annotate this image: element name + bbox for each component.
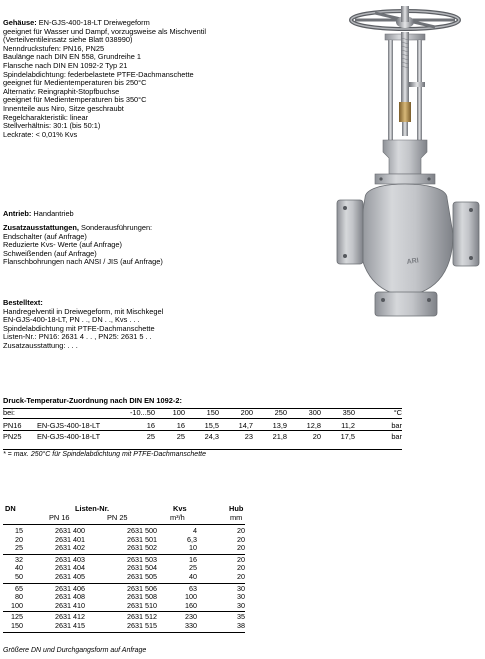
antrieb-value: Handantrieb (31, 209, 74, 218)
table-cell: EN-GJS-400-18-LT (37, 420, 101, 430)
bestelltext-block (3, 299, 163, 351)
gehaeuse-label: Gehäuse: (3, 18, 37, 27)
table-cell: 20 (237, 543, 245, 553)
zusatz-line: Schweißenden (auf Anfrage) (3, 248, 97, 258)
table-cell: 25 (146, 432, 155, 442)
zusatz-line: Flanschbohrungen nach ANSI / JIS (auf Anfrage) (3, 257, 163, 267)
dn-group-divider (3, 554, 245, 555)
gehaeuse-line: Alternativ: Reingraphit-Stopfbuchse (3, 86, 120, 96)
table-cell: 2631 415 (55, 620, 85, 630)
dn-divider-bottom (3, 632, 245, 633)
table-cell: 13,9 (272, 420, 287, 430)
table-cell: 2631 408 (55, 592, 85, 602)
antrieb-line (3, 210, 74, 219)
gehaeuse-block (3, 19, 338, 139)
table-cell: 2631 404 (55, 563, 85, 573)
table-cell: 2631 403 (55, 554, 85, 564)
pt-header-row (3, 409, 402, 418)
pt-header-cell: bei: (3, 408, 15, 417)
gehaeuse-line: Spindelabdichtung: federbelastete PTFE-Dachmanschette (3, 69, 194, 79)
table-cell: 2631 512 (127, 612, 157, 622)
pt-header-cell (37, 409, 123, 418)
table-cell: 20 (312, 432, 321, 442)
pt-header-cell: 300 (308, 408, 321, 417)
dn-group (3, 527, 245, 553)
dn-footnote: Größere DN und Durchgangsform auf Anfrage (3, 647, 147, 654)
table-cell: 17,5 (340, 432, 355, 442)
table-row (3, 556, 245, 565)
table-cell: PN25 (3, 432, 22, 442)
hub-unit: mm (230, 513, 243, 522)
table-cell: 100 (185, 592, 197, 602)
table-cell: 63 (189, 583, 197, 593)
table-cell: 50 (15, 571, 23, 581)
pt-header-cell: -10...50 (129, 408, 155, 417)
table-row (3, 527, 245, 536)
table-cell: 20 (237, 534, 245, 544)
table-cell: 230 (185, 612, 197, 622)
zusatz-line: Reduzierte Kvs- Werte (auf Anfrage) (3, 240, 122, 250)
bestelltext-line: Listen-Nr.: PN16: 2631 4 . . , PN25: 2631 5 . . (3, 332, 152, 342)
zusatz-block: Zusatzausstattungen, Sonderausführungen: Endschalter (auf Anfrage) Reduzierte Kvs- Werte (auf Anfrage) Schweißenden (auf Anfrage) Flanschbohrungen nach ANSI / JIS (auf Anfrage) (3, 223, 163, 267)
table-cell: 30 (237, 583, 245, 593)
antrieb-label: Antrieb: (3, 209, 32, 218)
kvs-header: Kvs (173, 504, 187, 513)
table-cell: 2631 504 (127, 563, 157, 573)
table-cell: 30 (237, 592, 245, 602)
table-cell: 32 (15, 554, 23, 564)
table-cell: bar (391, 432, 402, 442)
table-cell: 40 (189, 571, 197, 581)
bestelltext-line: EN-GJS-400-18-LT, PN . ., DN . ., Kvs . . . (3, 315, 140, 325)
gehaeuse-line-0: Gehäuse: EN-GJS-400-18-LT Dreiwegeform (3, 18, 150, 27)
table-cell: 2631 500 (127, 526, 157, 535)
table-row (3, 602, 245, 611)
dn-group-divider (3, 583, 245, 584)
gehaeuse-line: (Verteilventileinsatz siehe Blatt 038990) (3, 35, 133, 45)
table-cell: 2631 400 (55, 526, 85, 535)
table-cell: 20 (237, 554, 245, 564)
table-cell: 15 (15, 526, 23, 535)
dn-group-divider (3, 611, 245, 612)
table-cell: 15,5 (204, 420, 219, 430)
gehaeuse-line: Nenndruckstufen: PN16, PN25 (3, 43, 105, 53)
table-cell: 11,2 (341, 420, 355, 430)
table-cell: PN16 (3, 420, 22, 430)
table-cell: 35 (237, 612, 245, 622)
table-cell: 2631 402 (55, 543, 85, 553)
pt-title: Druck-Temperatur-Zuordnung nach DIN EN 1092-2: (3, 396, 182, 405)
dn-group (3, 613, 245, 630)
dn-header: DN (5, 504, 16, 513)
gehaeuse-line: Innenteile aus Niro, Sitze geschraubt (3, 103, 124, 113)
gehaeuse-line: Stellverhältnis: 30:1 (bis 50:1) (3, 121, 101, 131)
pt-row (3, 433, 402, 442)
table-cell: EN-GJS-400-18-LT (37, 432, 101, 442)
pt-header-cell: 250 (274, 408, 287, 417)
bestelltext-line: Spindelabdichtung mit PTFE-Dachmanschette (3, 323, 155, 333)
table-row (3, 585, 245, 594)
table-row (3, 593, 245, 602)
table-cell: 2631 502 (127, 543, 157, 553)
dn-table (3, 527, 245, 634)
table-cell: 40 (15, 563, 23, 573)
table-cell: 24,3 (204, 432, 219, 442)
pt-header-cell: 200 (240, 408, 253, 417)
table-cell: 2631 503 (127, 554, 157, 564)
hub-header: Hub (229, 504, 244, 513)
table-row (3, 564, 245, 573)
valve-illustration (335, 2, 483, 324)
table-cell: 4 (193, 526, 197, 535)
gehaeuse-line: Regelcharakteristik: linear (3, 112, 89, 122)
table-cell: bar (391, 420, 402, 430)
pt-header-cell: 350 (342, 408, 355, 417)
table-row (3, 544, 245, 553)
dn-divider-top (3, 524, 245, 525)
table-cell: 16 (176, 420, 185, 430)
table-cell: 20 (237, 563, 245, 573)
table-cell: 2631 501 (127, 534, 157, 544)
gehaeuse-line: Flansche nach DIN EN 1092-2 Typ 21 (3, 60, 128, 70)
table-cell: 100 (11, 600, 23, 610)
table-cell: 12,8 (306, 420, 321, 430)
table-cell: 25 (15, 543, 23, 553)
table-cell: 2631 508 (127, 592, 157, 602)
table-row (3, 536, 245, 545)
zusatz-line: Endschalter (auf Anfrage) (3, 231, 87, 241)
bestelltext-label: Bestelltext: (3, 298, 43, 307)
table-cell: 23 (244, 432, 253, 442)
table-cell: 25 (189, 563, 197, 573)
table-cell: 2631 515 (127, 620, 157, 630)
table-cell: 2631 506 (127, 583, 157, 593)
dn-table-headers (3, 505, 273, 525)
table-cell: 330 (185, 620, 197, 630)
pt-header-cell: 150 (206, 408, 219, 417)
gehaeuse-line: geeignet für Medientemperaturen bis 250°C (3, 78, 147, 88)
pt-table (3, 409, 402, 442)
zusatz-label: Zusatzausstattungen, (3, 223, 79, 232)
pt-footnote: * = max. 250°C für Spindelabdichtung mit PTFE-Dachmanschette (3, 451, 206, 458)
table-cell: 38 (237, 620, 245, 630)
table-cell: 2631 505 (127, 571, 157, 581)
pt-header-cell: 100 (172, 408, 185, 417)
valve-brand-text: ARI (406, 257, 420, 266)
table-cell: 16 (146, 420, 155, 430)
table-cell: 2631 510 (127, 600, 157, 610)
dn-group (3, 585, 245, 611)
table-cell: 2631 405 (55, 571, 85, 581)
gehaeuse-line: Leckrate: < 0,01% Kvs (3, 129, 78, 139)
table-cell: 10 (189, 543, 197, 553)
valve-image (335, 2, 483, 324)
pt-divider-bottom (3, 449, 402, 450)
table-cell: 150 (11, 620, 23, 630)
table-cell: 2631 406 (55, 583, 85, 593)
pn25-header: PN 25 (107, 513, 128, 522)
bestelltext-line: Zusatzausstattung: . . . (3, 340, 78, 350)
pn16-header: PN 16 (49, 513, 70, 522)
table-cell: 6,3 (187, 534, 197, 544)
table-row (3, 622, 245, 631)
table-row (3, 573, 245, 582)
table-cell: 65 (15, 583, 23, 593)
pt-row (3, 422, 402, 431)
table-cell: 20 (237, 526, 245, 535)
table-cell: 20 (237, 571, 245, 581)
table-cell: 14,7 (238, 420, 253, 430)
table-cell: 20 (15, 534, 23, 544)
listen-header: Listen-Nr. (75, 504, 110, 513)
table-cell: 2631 401 (55, 534, 85, 544)
table-cell: 16 (189, 554, 197, 564)
table-cell: 30 (237, 600, 245, 610)
table-cell: 25 (176, 432, 185, 442)
table-cell: 80 (15, 592, 23, 602)
gehaeuse-line: geeignet für Medientemperaturen bis 350°C (3, 95, 147, 105)
bestelltext-line: Handregelventil in Dreiwegeform, mit Mischkegel (3, 306, 164, 316)
dn-group (3, 556, 245, 582)
pt-header-cell: °C (393, 408, 402, 417)
table-cell: 2631 412 (55, 612, 85, 622)
table-cell: 125 (11, 612, 23, 622)
table-cell: 21,8 (272, 432, 287, 442)
gehaeuse-line: geeignet für Wasser und Dampf, vorzugsweise als Mischventil (3, 26, 207, 36)
table-cell: 2631 410 (55, 600, 85, 610)
gehaeuse-line: Baulänge nach DIN EN 558, Grundreihe 1 (3, 52, 142, 62)
table-cell: 160 (185, 600, 197, 610)
kvs-unit: m³/h (170, 513, 185, 522)
table-row (3, 613, 245, 622)
